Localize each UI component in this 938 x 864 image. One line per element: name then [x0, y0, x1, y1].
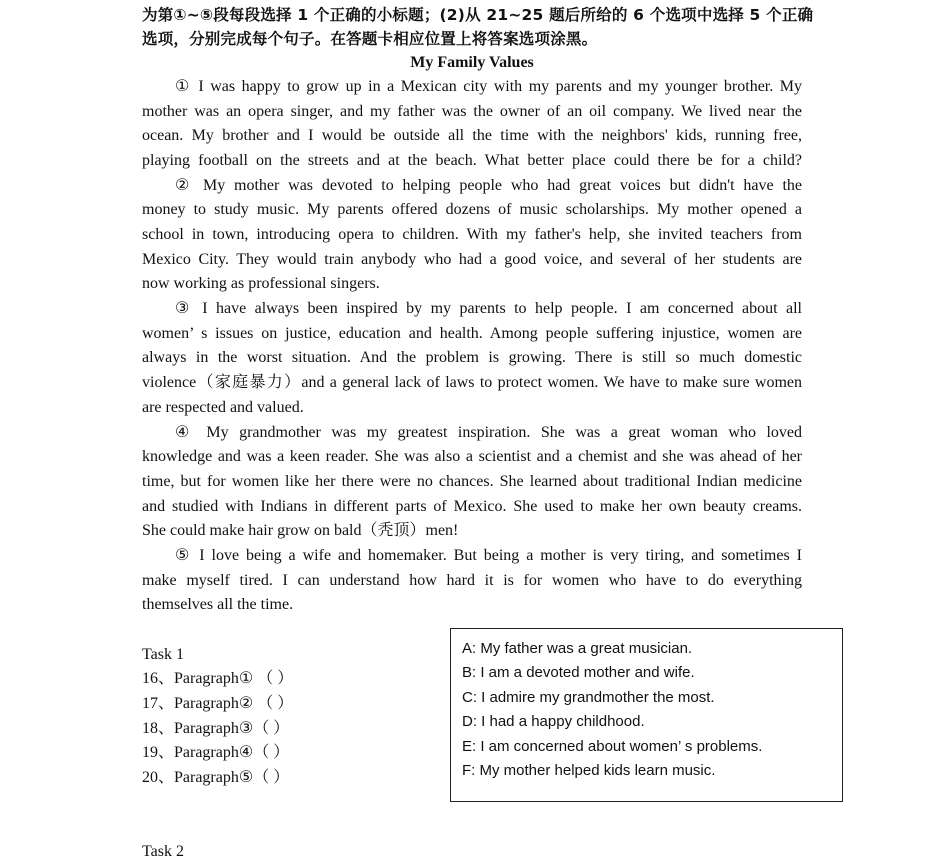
paragraph-line: make myself tired. I can understand how hard it is for women who have to do everything: [142, 572, 802, 589]
paragraph-line: are respected and valued.: [142, 399, 304, 416]
options-box: [450, 628, 843, 802]
paragraph-line: She could make hair grow on bald（秃顶）men!: [142, 522, 459, 539]
paragraph-line: violence（家庭暴力）and a general lack of laws to protect women. We have to make sure women: [142, 374, 802, 391]
paragraph-line: ③ I have always been inspired by my parents to help people. I am concerned about all: [175, 300, 802, 317]
option-e: E: I am concerned about women’ s problems.: [462, 738, 763, 755]
task2-label: Task 2: [142, 843, 184, 860]
paragraph-line: always in the worst situation. And the problem is growing. There is still so much domestic: [142, 349, 802, 366]
question-16[interactable]: 16、Paragraph① （ ）: [142, 670, 294, 687]
option-c: C: I admire my grandmother the most.: [462, 689, 715, 706]
paragraph-line: playing football on the streets and at the beach. What better place could there be for a child?: [142, 152, 802, 169]
paragraph-line: women’ s issues on justice, education and health. Among people suffering injustice, women are: [142, 325, 802, 342]
paragraph-line: time, but for women like her there were no chances. She learned about traditional Indian medicine: [142, 473, 802, 490]
question-17[interactable]: 17、Paragraph② （ ）: [142, 695, 294, 712]
passage-title: My Family Values: [410, 54, 534, 71]
task1-label: Task 1: [142, 646, 184, 663]
paragraph-line: knowledge and was a keen reader. She was also a scientist and a chemist and she was ahead of her: [142, 448, 802, 465]
instructions-line-1: 为第①~⑤段每段选择 1 个正确的小标题；(2)从 21~25 题后所给的 6 个选项中选择 5 个正确: [142, 6, 814, 24]
question-19[interactable]: 19、Paragraph④（ ）: [142, 744, 290, 761]
option-f: F: My mother helped kids learn music.: [462, 762, 716, 779]
paragraph-line: themselves all the time.: [142, 596, 294, 613]
paragraph-line: ④ My grandmother was my greatest inspiration. She was a great woman who loved: [175, 424, 802, 441]
paragraph-line: mother was an opera singer, and my father was the owner of an oil company. We lived near the: [142, 103, 802, 120]
question-20[interactable]: 20、Paragraph⑤（ ）: [142, 769, 290, 786]
question-18[interactable]: 18、Paragraph③（ ）: [142, 720, 290, 737]
paragraph-line: ocean. My brother and I would be outside all the time with the neighbors' kids, running free,: [142, 127, 802, 144]
option-b: B: I am a devoted mother and wife.: [462, 664, 695, 681]
paragraph-line: Mexico City. They would train anybody who had a good voice, and several of her students are: [142, 251, 802, 268]
instructions-line-2: 选项，分别完成每个句子。在答题卡相应位置上将答案选项涂黑。: [142, 30, 598, 48]
paragraph-line: ① I was happy to grow up in a Mexican city with my parents and my younger brother. My: [175, 78, 802, 95]
instructions: [142, 3, 812, 51]
paragraph-line: school in town, introducing opera to children. With my father's help, she invited teachers from: [142, 226, 802, 243]
paragraph-line: now working as professional singers.: [142, 275, 380, 292]
paragraph-line: ② My mother was devoted to helping people who had great voices but didn't have the: [175, 177, 802, 194]
paragraph-line: money to study music. My parents offered dozens of music scholarships. My mother opened a: [142, 201, 802, 218]
option-d: D: I had a happy childhood.: [462, 713, 645, 730]
option-a: A: My father was a great musician.: [462, 640, 693, 657]
paragraph-line: and studied with Indians in different parts of Mexico. She used to make her own beauty creams.: [142, 498, 802, 515]
paragraph-line: ⑤ I love being a wife and homemaker. But being a mother is very tiring, and sometimes I: [175, 547, 802, 564]
